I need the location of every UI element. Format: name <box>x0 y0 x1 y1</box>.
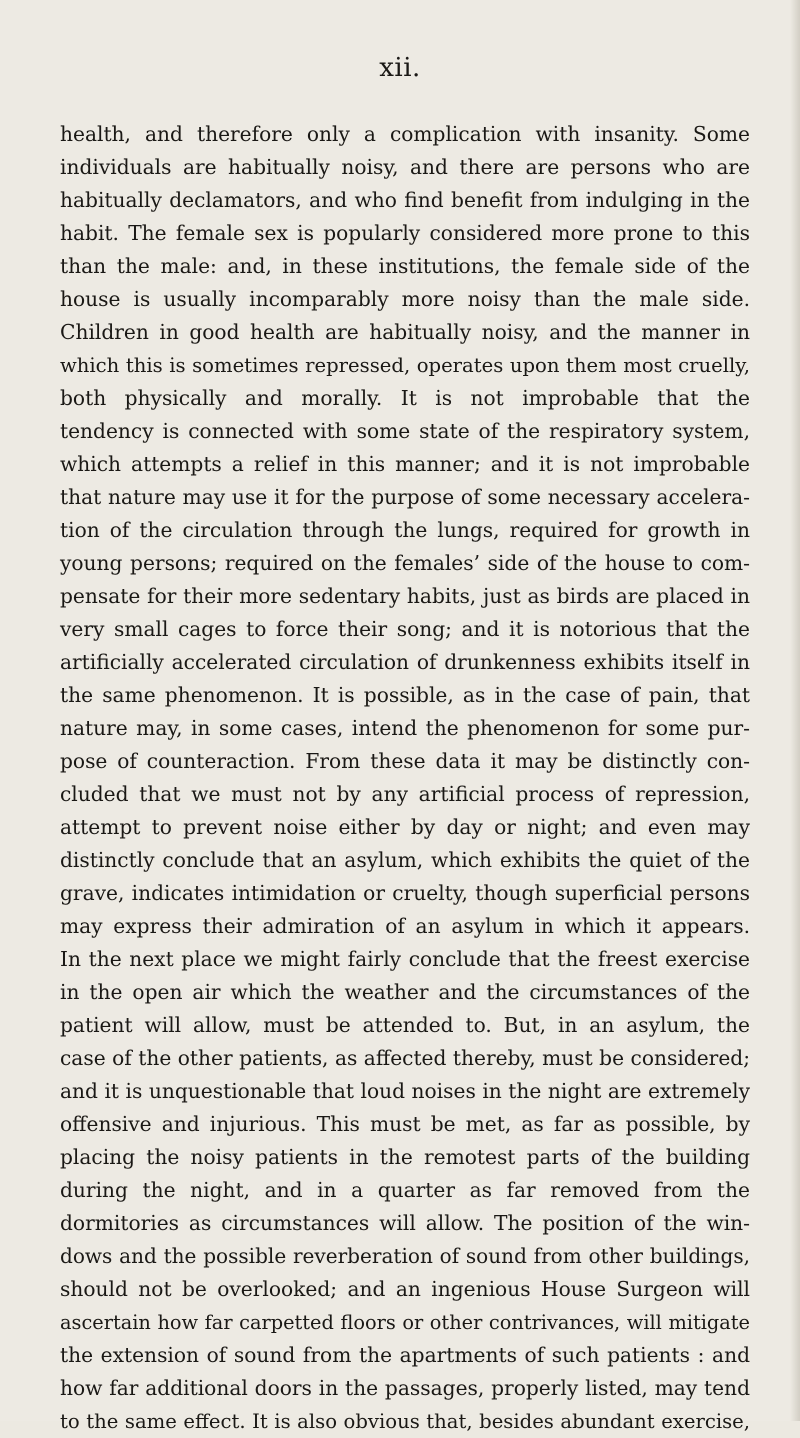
text-line: individuals are habitually noisy, and there are persons who are <box>60 155 750 179</box>
text-line: both physically and morally. It is not improbable that the <box>60 386 750 410</box>
text-line: the extension of sound from the apartments of such patients : and <box>60 1343 750 1367</box>
text-line: that nature may use it for the purpose of some necessary accelera- <box>60 485 750 509</box>
text-line: habit. The female sex is popularly considered more prone to this <box>60 221 750 245</box>
text-line: than the male: and, in these institutions, the female side of the <box>60 254 750 278</box>
text-line: Children in good health are habitually noisy, and the manner in <box>60 320 750 344</box>
text-line: which attempts a relief in this manner; and it is not improbable <box>60 452 750 476</box>
text-line: distinctly conclude that an asylum, which exhibits the quiet of the <box>60 848 750 872</box>
text-line: dows and the possible reverberation of sound from other buildings, <box>60 1244 750 1268</box>
text-line: during the night, and in a quarter as far removed from the <box>60 1178 750 1202</box>
text-line: case of the other patients, as affected thereby, must be considered; <box>60 1046 750 1070</box>
text-line: offensive and injurious. This must be met, as far as possible, by <box>60 1112 750 1136</box>
text-line: patient will allow, must be attended to. But, in an asylum, the <box>60 1013 750 1037</box>
text-line: tendency is connected with some state of the respiratory system, <box>60 419 750 443</box>
text-line: placing the noisy patients in the remotest parts of the building <box>60 1145 750 1169</box>
text-line: nature may, in some cases, intend the phenomenon for some pur- <box>60 716 750 740</box>
text-line: artificially accelerated circulation of drunkenness exhibits itself in <box>60 650 750 674</box>
text-line: dormitories as circumstances will allow. The position of the win- <box>60 1211 750 1235</box>
text-line: how far additional doors in the passages, properly listed, may tend <box>60 1376 750 1400</box>
text-line: which this is sometimes repressed, operates upon them most cruelly, <box>60 354 750 377</box>
text-line: ascertain how far carpetted floors or other contrivances, will mitigate <box>60 1311 750 1334</box>
page-number: xii. <box>379 53 421 83</box>
text-line: young persons; required on the females’ side of the house to com- <box>60 551 750 575</box>
text-line: pensate for their more sedentary habits, just as birds are placed in <box>60 584 750 608</box>
text-line: tion of the circulation through the lungs, required for growth in <box>60 518 750 542</box>
text-line: may express their admiration of an asylum in which it appears. <box>60 914 750 938</box>
text-line: pose of counteraction. From these data it may be distinctly con- <box>60 749 750 773</box>
text-line: grave, indicates intimidation or cruelty, though superficial persons <box>60 881 750 905</box>
text-line: attempt to prevent noise either by day or night; and even may <box>60 815 750 839</box>
text-line: and it is unquestionable that loud noises in the night are extremely <box>60 1079 750 1103</box>
text-line: to the same effect. It is also obvious that, besides abundant exercise, <box>60 1410 750 1433</box>
text-line: the same phenomenon. It is possible, as in the case of pain, that <box>60 683 750 707</box>
text-line: habitually declamators, and who find benefit from indulging in the <box>60 188 750 212</box>
text-line: health, and therefore only a complication with insanity. Some <box>60 122 750 146</box>
text-line: house is usually incomparably more noisy than the male side. <box>60 287 750 311</box>
text-line: cluded that we must not by any artificial process of repression, <box>60 782 750 806</box>
text-line: should not be overlooked; and an ingenious House Surgeon will <box>60 1277 750 1301</box>
body-text <box>60 118 750 1438</box>
page-edge-shadow <box>790 0 800 1421</box>
text-line: very small cages to force their song; and it is notorious that the <box>60 617 750 641</box>
text-line: in the open air which the weather and the circumstances of the <box>60 980 750 1004</box>
text-line: In the next place we might fairly conclude that the freest exercise <box>60 947 750 971</box>
